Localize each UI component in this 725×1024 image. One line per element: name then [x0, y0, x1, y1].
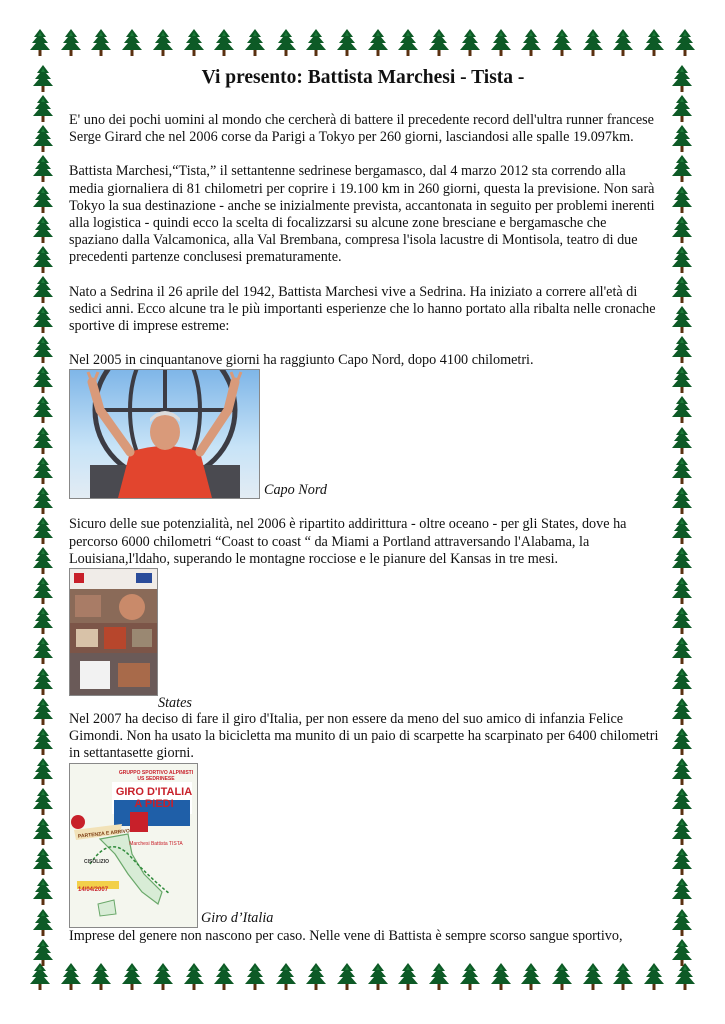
- tree-icon: [396, 28, 420, 58]
- tree-icon: [212, 28, 236, 58]
- tree-icon: [670, 546, 694, 576]
- top-tree-border: [28, 28, 697, 62]
- tree-icon: [31, 365, 55, 395]
- tree-icon: [31, 908, 55, 938]
- tree-icon: [151, 28, 175, 58]
- tree-icon: [642, 28, 666, 58]
- tree-icon: [243, 962, 267, 992]
- tree-icon: [611, 28, 635, 58]
- paragraph: Imprese del genere non nascono per caso. Nelle vene di Battista è sempre scorso sangue sportivo,: [69, 927, 623, 944]
- tree-icon: [670, 94, 694, 124]
- paragraph: Nato a Sedrina il 26 aprile del 1942, Battista Marchesi vive a Sedrina. Ha iniziato a correre all'età di sedici anni. Ecco alcune tra le più importanti esperienze che lo hanno portato alla ribalta nelle cronache sportive di imprese estreme:: [69, 283, 656, 335]
- tree-icon: [31, 305, 55, 335]
- poster-line2: A PIEDI: [134, 797, 174, 810]
- tree-icon: [31, 727, 55, 757]
- tree-icon: [670, 124, 694, 154]
- poster-runner: Marchesi Battista TISTA: [129, 840, 183, 847]
- tree-icon: [31, 456, 55, 486]
- tree-icon: [670, 697, 694, 727]
- tree-icon: [550, 962, 574, 992]
- tree-icon: [31, 426, 55, 456]
- tree-icon: [31, 335, 55, 365]
- tree-icon: [611, 962, 635, 992]
- tree-icon: [151, 962, 175, 992]
- tree-icon: [489, 28, 513, 58]
- tree-icon: [31, 154, 55, 184]
- tree-icon: [396, 962, 420, 992]
- tree-icon: [31, 817, 55, 847]
- tree-icon: [31, 516, 55, 546]
- figure-states: [69, 568, 659, 696]
- paragraph: E' uno dei pochi uomini al mondo che cercherà di battere il precedente record dell'ultra runner francese Serge Girard che nel 2006 corse da Parigi a Tokyo per 260 giorni, lasciandosi alle spalle 19.097km.: [69, 112, 654, 146]
- tree-icon: [670, 245, 694, 275]
- tree-icon: [31, 245, 55, 275]
- tree-icon: [550, 28, 574, 58]
- tree-icon: [89, 28, 113, 58]
- poster-subheader: US SEDRINESE: [137, 775, 175, 782]
- caption-capo-nord: Capo Nord: [264, 482, 327, 499]
- tree-icon: [670, 64, 694, 94]
- tree-icon: [642, 962, 666, 992]
- tree-icon: [28, 28, 52, 58]
- bottom-tree-border: [28, 962, 697, 996]
- tree-icon: [120, 962, 144, 992]
- tree-icon: [31, 124, 55, 154]
- paragraph: Nel 2005 in cinquantanove giorni ha raggiunto Capo Nord, dopo 4100 chilometri.: [69, 352, 534, 369]
- tree-icon: [670, 215, 694, 245]
- tree-icon: [670, 395, 694, 425]
- tree-icon: [670, 486, 694, 516]
- states-collage: [69, 568, 158, 696]
- tree-icon: [673, 28, 697, 58]
- tree-icon: [670, 817, 694, 847]
- tree-icon: [31, 667, 55, 697]
- tree-icon: [427, 962, 451, 992]
- tree-icon: [670, 757, 694, 787]
- tree-icon: [519, 962, 543, 992]
- caption-giro-italia: Giro d’Italia: [201, 910, 274, 927]
- tree-icon: [670, 636, 694, 666]
- paragraph: Nel 2007 ha deciso di fare il giro d'Italia, per non essere da meno del suo amico di infanzia Felice Gimondi. Non ha usato la bicicletta ma munito di un paio di scarpette ha scarpinato per 6400 chilometri in settantasette giorni.: [69, 711, 659, 762]
- right-tree-border: [667, 64, 697, 968]
- tree-icon: [59, 962, 83, 992]
- tree-icon: [670, 727, 694, 757]
- tree-icon: [182, 28, 206, 58]
- capo-nord-photo: [69, 369, 260, 499]
- tree-icon: [366, 962, 390, 992]
- tree-icon: [31, 606, 55, 636]
- figure-giro-italia: [69, 763, 659, 928]
- tree-icon: [212, 962, 236, 992]
- paragraph: Sicuro delle sue potenzialità, nel 2006 è ripartito addirittura - oltre oceano - per gli States, dove ha percorso 6000 chilometri “Coast to coast “ da Miami a Portland attraversando l'Alabama, la Louisiana,l'ldaho, superando le montagne rocciose e le pianure del Kansas in tre mesi.: [69, 516, 627, 567]
- tree-icon: [243, 28, 267, 58]
- left-tree-border: [28, 64, 58, 968]
- tree-icon: [335, 28, 359, 58]
- tree-icon: [274, 962, 298, 992]
- document-title: Vi presento: Battista Marchesi - Tista -: [201, 67, 525, 88]
- tree-icon: [335, 962, 359, 992]
- tree-icon: [670, 938, 694, 968]
- tree-icon: [31, 64, 55, 94]
- tree-icon: [670, 787, 694, 817]
- tree-icon: [31, 787, 55, 817]
- tree-icon: [31, 275, 55, 305]
- tree-icon: [59, 28, 83, 58]
- caption-states: States: [158, 695, 192, 712]
- tree-icon: [427, 28, 451, 58]
- tree-icon: [670, 667, 694, 697]
- tree-icon: [458, 28, 482, 58]
- tree-icon: [581, 962, 605, 992]
- tree-icon: [89, 962, 113, 992]
- tree-icon: [31, 395, 55, 425]
- tree-icon: [31, 877, 55, 907]
- tree-icon: [670, 908, 694, 938]
- tree-icon: [31, 215, 55, 245]
- tree-icon: [670, 847, 694, 877]
- tree-icon: [31, 938, 55, 968]
- tree-icon: [670, 335, 694, 365]
- tree-icon: [31, 576, 55, 606]
- tree-icon: [670, 606, 694, 636]
- tree-icon: [31, 486, 55, 516]
- tree-icon: [31, 636, 55, 666]
- tree-icon: [670, 576, 694, 606]
- giro-italia-poster: [69, 763, 198, 928]
- tree-icon: [120, 28, 144, 58]
- tree-icon: [670, 877, 694, 907]
- poster-header: GRUPPO SPORTIVO ALPINISTI: [118, 769, 194, 776]
- poster-ribbon: PARTENZA E ARRIVO: [77, 827, 131, 840]
- tree-icon: [304, 28, 328, 58]
- tree-icon: [670, 456, 694, 486]
- tree-icon: [670, 275, 694, 305]
- tree-icon: [670, 426, 694, 456]
- tree-icon: [670, 365, 694, 395]
- tree-icon: [670, 516, 694, 546]
- tree-icon: [31, 757, 55, 787]
- tree-icon: [366, 28, 390, 58]
- tree-icon: [458, 962, 482, 992]
- tree-icon: [31, 185, 55, 215]
- tree-icon: [581, 28, 605, 58]
- tree-icon: [670, 154, 694, 184]
- tree-icon: [182, 962, 206, 992]
- tree-icon: [304, 962, 328, 992]
- tree-icon: [31, 697, 55, 727]
- tree-icon: [489, 962, 513, 992]
- poster-place: CISOLIZIO: [84, 858, 109, 865]
- tree-icon: [31, 546, 55, 576]
- poster-line1: GIRO D'ITALIA: [115, 785, 193, 798]
- tree-icon: [519, 28, 543, 58]
- tree-icon: [31, 847, 55, 877]
- tree-icon: [670, 185, 694, 215]
- tree-icon: [670, 305, 694, 335]
- tree-icon: [31, 94, 55, 124]
- poster-date: 14/04/2007: [78, 886, 109, 893]
- tree-icon: [274, 28, 298, 58]
- paragraph: Battista Marchesi,“Tista,” il settantenne sedrinese bergamasco, dal 4 marzo 2012 sta correndo alla media giornaliera di 81 chilometri per coprire i 19.100 km in 260 giorni, questa la previsione. Non sarà Tokyo la sua destinazione - anche se inizialmente prevista, accantonata in seguito per problemi inerenti alla logistica - quindi ecco la scelta di focalizzarsi su alcune zone bresciane e bergamasche che spaziano dalla Valcamonica, alla Val Brembana, compresa l'isola lacustre di Montisola, teatro di due precedenti partenze conclusesi prematuramente.: [69, 163, 655, 266]
- document-body: [69, 112, 659, 945]
- figure-capo-nord: [69, 369, 659, 499]
